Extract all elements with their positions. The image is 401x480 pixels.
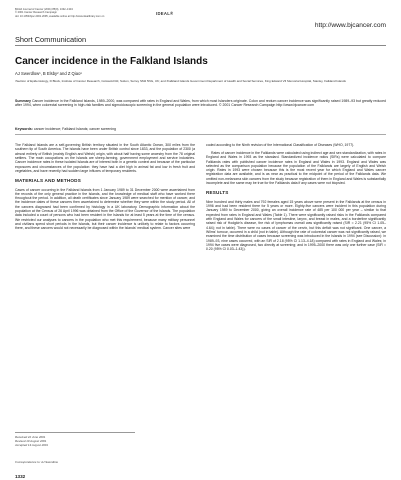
keywords-label: Keywords: [15, 127, 33, 131]
header-divider [15, 45, 386, 46]
methods-rates-paragraph: Rates of cancer incidence in the Falklands were calculated using indirect age and sex standardization, with rates in England and Wales in 1993 as the standard. Standardized incidence ratios (SIRs) were calculated to compare Falklands rates with published cancer incidence rates in England and Wales in 1993. England and Wales was selected as the comparison population because the population of the Falklands are largely of English and Welsh origin. Rates in 1993 were chosen because this is the most recent year for which England and Wales cancer registration data are available, and is as near as practical to the midpoint of the period of the Falklands data. We omitted non-melanoma skin cancers from the study because registration of them in England and Wales is substantially incomplete and the same may be true for the Falklands data if any cases were not biopsied. [206, 150, 386, 186]
section-label: Short Communication [15, 35, 87, 44]
article-affiliation: ¹Section of Epidemiology, D Block, Institute of Cancer Research, Cotswold Rd, Sutton, Surrey SM2 5NG, UK; and ²Falkland Islands Government Department of Health and Social Services, King Edward VII Memorial Hospital, Stanley, Falkland Islands [15, 79, 346, 83]
methods-heading: MATERIALS AND METHODS [15, 178, 81, 184]
article-summary [15, 99, 386, 108]
keywords-text: cancer incidence; Falkland Islands; cancer screening [33, 127, 116, 131]
article-keywords [15, 127, 116, 131]
methods-paragraph: Cases of cancer occurring in the Falkland Islands from 1 January 1989 to 31 December 2000 were ascertained from the records of the only general practice in the Islands, and the knowledge of medical staff who have worked there throughout the period. In addition, all death certificates since January 1989 were searched for mention of cancer, and the incidence dates of these cancers then ascertained to determine whether they were within the study period. All of the cancers diagnosed had been confirmed by histology in a UK laboratory. Demographic information about the population at the Census of 26 April 1996 was obtained from the Office of the Governor of the Islands. The population data included a count of persons who had been resident in the Islands for at least 5 years at the time of the census. We restricted our analyses to cancers in the population who met this requirement, because many military personnel and civilians spend short periods in the Islands, but their cancer incidence is unlikely to relate to factors occurring there, and these cancers would not necessarily be diagnosed within the Islands' medical system. Cancer sites were [15, 187, 195, 231]
correspondence-note: Correspondence to: AJ Swerdlow [15, 460, 58, 464]
intro-paragraph: The Falkland Islands are a self-governing British territory situated in the South Atlantic Ocean, 300 miles from the southern tip of South America. The islands have been under British control since 1833, and the population of 2300 (a almost entirely of British (mainly English and Welsh) origin, with about half having some ancestry from the 78 original settlers. The main occupations on the Islands are sheep-farming, government employment and service industries. Cancer incidence rates in these isolated Islands are of interest both in a genetic context and because of the particular exposures and circumstances of the population: they have had a diet high in animal fat and low in fresh fruit and vegetables, and have recently had sudden large influxes of temporary residents. [15, 143, 195, 173]
journal-logo: IDEAL® [156, 11, 174, 16]
journal-citation: British Journal of Cancer (2001) 85(9), 1332–1334 [15, 8, 73, 11]
results-heading: RESULTS [206, 190, 229, 196]
article-dates [15, 435, 48, 447]
article-authors: AJ Swerdlow¹, B Elsby² and Z Qiao¹ [15, 71, 82, 76]
left-column [15, 143, 195, 234]
journal-url-link[interactable]: http://www.bjcancer.com [314, 22, 386, 29]
page-number: 1332 [15, 474, 26, 479]
accepted-date: Accepted 13 August 2001 [15, 443, 48, 448]
journal-meta [15, 8, 175, 18]
journal-copyright: © 2001 Cancer Research Campaign [15, 11, 57, 15]
revised-date: Revised 10 August 2001 [15, 439, 47, 444]
article-title: Cancer incidence in the Falkland Islands [15, 56, 208, 67]
right-column [206, 143, 386, 255]
summary-text: Cancer incidence in the Falkland Islands, 1989–2000, was compared with rates in England and Wales, from which most Islanders originate. Colon and rectum cancer incidence was significantly raised 1989–93 but greatly reduced after 1994, when colorectal screening in high-risk families and sigmoidoscopic screening in the general population were introduced. © 2001 Cancer Research Campaign http://www.bjcancer.com [15, 99, 386, 108]
received-date: Received 22 June 2001 [15, 435, 46, 439]
methods-continued-paragraph: coded according to the Ninth revision of the International Classification of Diseases (WHO, 1977). [206, 143, 355, 147]
body-divider [15, 134, 386, 135]
journal-doi: doi: 10.1054/bjoc.2001.2095, available online at http://www.idealibrary.com on [15, 14, 105, 18]
results-paragraph: Nine hundred and thirty males and 792 females aged 15 years above were present in the Falklands at the census in 1996 and had been resident there for 5 years or more. Eighty-five cancers were incident in this population during January 1989 to December 2000, giving an overall incidence rate of 485 per 100 000 per year – similar to that expected from rates in England and Wales (Table 1). There were significantly raised risks in the Falklands compared with England and Wales for cancers of the small intestine, larynx, and breast in males, and a borderline significantly raised risk of Hodgkin's disease, the risk of lymphomas overall was significantly raised (SIR = 2.21 (95% CI 1.05–4.64); not in table). There were no cases of cancer of the cervix, but this deficit was not significant. One cancer, a Wilms' tumour, occurred in a child (not in table). Although the rate of colorectal cancer was not significantly raised, we examined the time distribution of cases because screening was introduced in the Islands in 1994 (see Discussion): in 1989–93, nine cases occurred, with an SIR of 2.18 (95% CI 1.13–4.18) compared with rates in England and Wales; in 1994 five cases were diagnosed, two directly at screening; and in 1995–2000 there was only one further case (SIR = 0.20 (95% CI 0.03–1.43)). [206, 199, 386, 252]
summary-label: Summary [15, 99, 31, 103]
footnote-divider [15, 432, 135, 433]
